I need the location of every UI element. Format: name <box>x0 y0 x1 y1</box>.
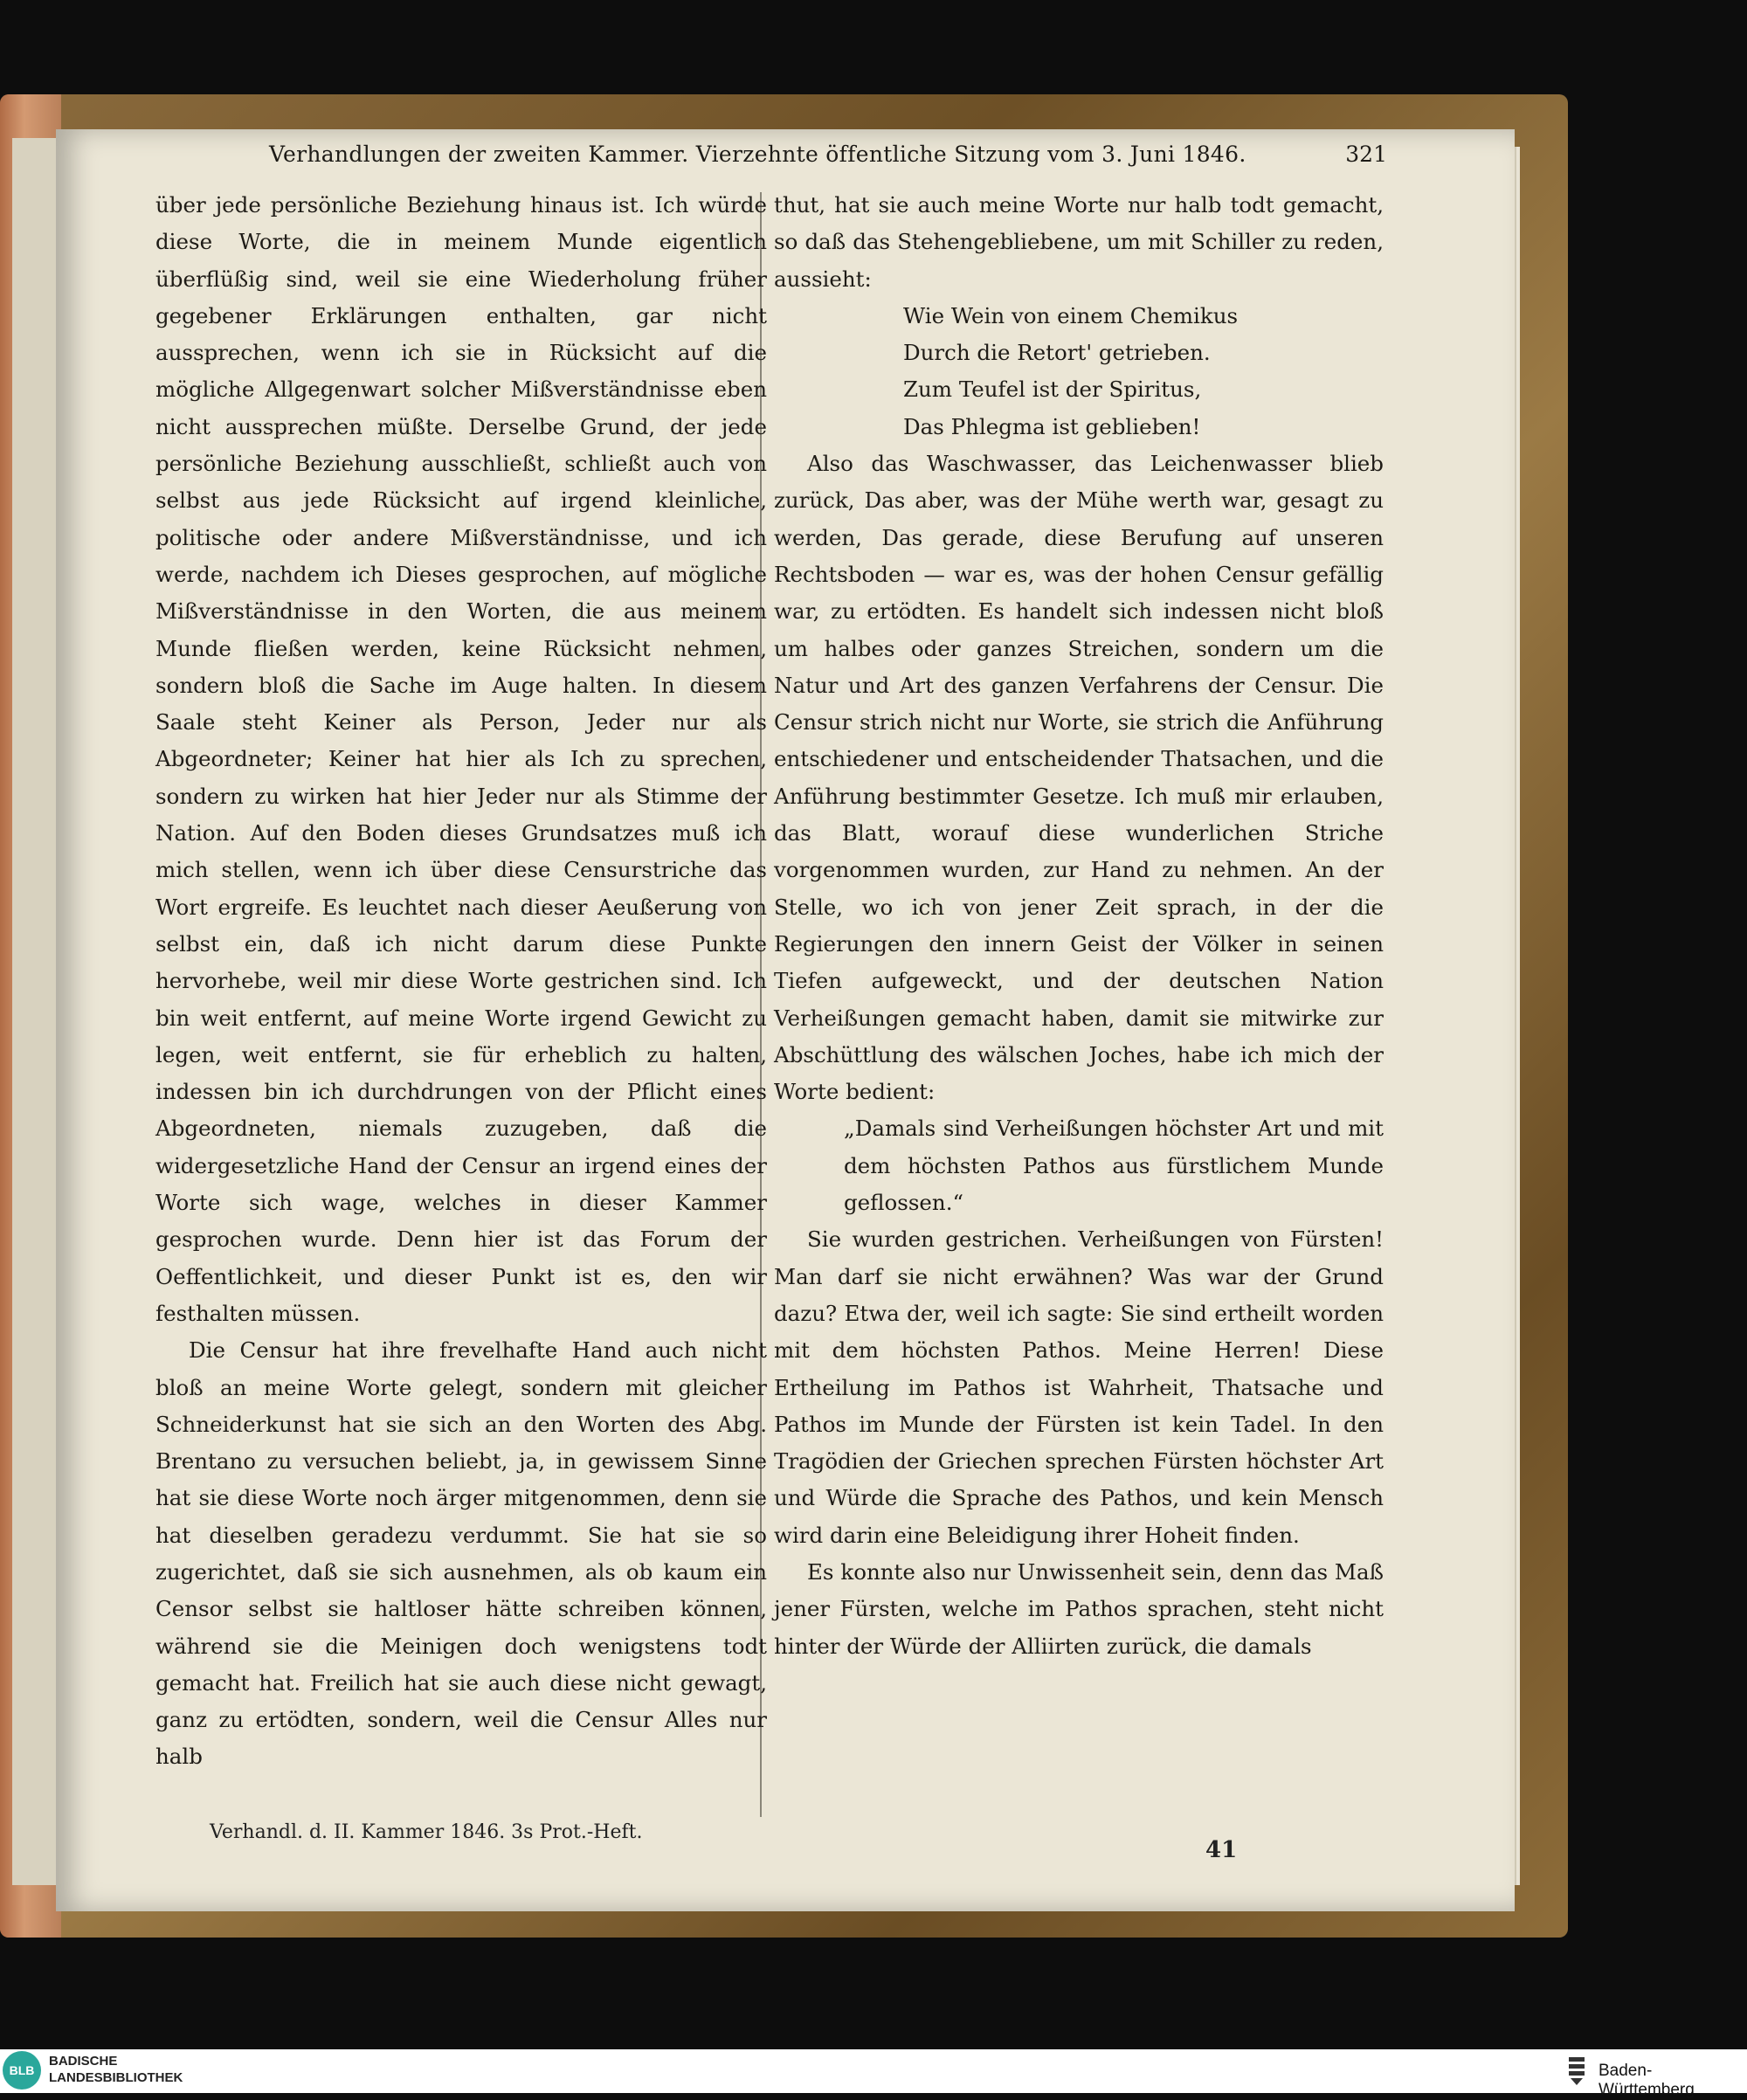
partner-name[interactable]: Baden-Württemberg <box>1599 2062 1695 2099</box>
institution-name[interactable] <box>49 2053 183 2086</box>
right-column <box>774 187 1384 1665</box>
page-number: 321 <box>1345 142 1387 167</box>
institution-line: LANDESBIBLIOTHEK <box>49 2070 183 2085</box>
blb-logo-icon[interactable]: BLB <box>3 2051 41 2090</box>
verse-line: Das Phlegma ist geblieben! <box>903 413 1201 439</box>
running-head: Verhandlungen der zweiten Kammer. Vierzehnte öffentliche Sitzung vom 3. Juni 1846. <box>269 142 1246 167</box>
coat-of-arms-icon <box>1567 2054 1586 2087</box>
signature-line: Verhandl. d. II. Kammer 1846. 3s Prot.-Heft. <box>210 1821 643 1843</box>
paragraph: über jede persönliche Beziehung hinaus ist. Ich würde diese Worte, die in meinem Munde eigentlich überflüßig sind, weil sie eine Wiederholung früher gegebener Erklärungen enthalten, gar nicht aussprechen, wenn ich sie in Rücksicht auf die mögliche Allgegenwart solcher Mißverständnisse eben nicht aussprechen müßte. Derselbe Grund, der jede persönliche Beziehung ausschließt, schließt auch von selbst aus jede Rücksicht auf irgend kleinliche, politische oder andere Mißverständnisse, und ich werde, nachdem ich Dieses gesprochen, auf mögliche Mißverständnisse in den Worten, die aus meinem Munde fließen werden, keine Rücksicht nehmen, sondern bloß die Sache im Auge halten. In diesem Saale steht Keiner als Person, Jeder nur als Abgeordneter; Keiner hat hier als Ich zu sprechen, sondern zu wirken hat hier Jeder nur als Stimme der Nation. Auf den Boden dieses Grundsatzes muß ich mich stellen, wenn ich über diese Censurstriche das Wort ergreife. Es leuchtet nach dieser Aeußerung von selbst ein, daß ich nicht darum diese Punkte hervorhebe, weil mir diese Worte gestrichen sind. Ich bin weit entfernt, auf meine Worte irgend Gewicht zu legen, weit entfernt, sie für erheblich zu halten, indessen bin ich durchdrungen von der Pflicht eines Abgeordneten, niemals zuzugeben, daß die widergesetzliche Hand der Censur an irgend eines der Worte sich wage, welches in dieser Kammer gesprochen wurde. Denn hier ist das Forum der Oeffentlichkeit, und dieser Punkt ist es, den wir festhalten müssen. <box>155 192 767 1326</box>
viewer-footer-bar <box>0 2049 1747 2093</box>
paragraph: thut, hat sie auch meine Worte nur halb todt gemacht, so daß das Stehengebliebene, um mit Schiller zu reden, aussieht: <box>774 192 1384 292</box>
paragraph: Also das Waschwasser, das Leichenwasser blieb zurück, Das aber, was der Mühe werth war, gesagt zu werden, Das gerade, diese Berufung auf unseren Rechtsboden — war es, was der hohen Censur gefällig war, zu ertödten. Es handelt sich indessen nicht bloß um halbes oder ganzes Streichen, sondern um die Natur und Art des ganzen Verfahrens der Censur. Die Censur strich nicht nur Worte, sie strich die Anführung entschiedener und entscheidender Thatsachen, und die Anführung bestimmter Gesetze. Ich muß mir erlauben, das Blatt, worauf diese wunderlichen Striche vorgenommen wurden, zur Hand zu nehmen. An der Stelle, wo ich von jener Zeit sprach, in der die Regierungen den innern Geist der Völker in seinen Tiefen aufgeweckt, und der deutschen Nation Verheißungen gemacht haben, damit sie mitwirke zur Abschüttlung des wälschen Joches, habe ich mich der Worte bedient: <box>774 451 1384 1105</box>
paragraph: Es konnte also nur Unwissenheit sein, denn das Maß jener Fürsten, welche im Pathos sprachen, steht nicht hinter der Würde der Alliirten zurück, die damals <box>774 1558 1384 1659</box>
verse-line: Durch die Retort' getrieben. <box>903 340 1211 366</box>
left-page-edge <box>12 138 56 1885</box>
verse-line: Zum Teufel ist der Spiritus, <box>903 376 1202 403</box>
running-header <box>269 142 1387 176</box>
sheet-number: 41 <box>1205 1837 1238 1863</box>
paragraph: Sie wurden gestrichen. Verheißungen von Fürsten! Man darf sie nicht erwähnen? Was war der Grund dazu? Etwa der, weil ich sagte: Sie sind ertheilt worden mit dem höchsten Pathos. Meine Herren! Diese Ertheilung im Pathos ist Wahrheit, Thatsache und Pathos im Munde der Fürsten ist kein Tadel. In den Tragödien der Griechen sprechen Fürsten höchster Art und Würde die Sprache des Pathos, und kein Mensch wird darin eine Beleidigung ihrer Hoheit finden. <box>774 1226 1384 1548</box>
block-quote: „Damals sind Verheißungen höchster Art und mit dem höchsten Pathos aus fürstlichem Munde geflossen.“ <box>844 1116 1384 1216</box>
left-column <box>155 187 767 1776</box>
paragraph: Die Censur hat ihre frevelhafte Hand auch nicht bloß an meine Worte gelegt, sondern mit gleicher Schneiderkunst hat sie sich an den Worten des Abg. Brentano zu versuchen beliebt, ja, in gewissem Sinne hat sie diese Worte noch ärger mitgenommen, denn sie hat dieselben geradezu verdummt. Sie hat sie so zugerichtet, daß sie sich ausnehmen, als ob kaum ein Censor selbst sie haltloser hätte schreiben können, während sie die Meinigen doch wenigstens todt gemacht hat. Freilich hat sie auch diese nicht gewagt, ganz zu ertödten, sondern, weil die Censur Alles nur halb <box>155 1337 767 1770</box>
institution-line: BADISCHE <box>49 2054 118 2069</box>
verse-line: Wie Wein von einem Chemikus <box>903 302 1239 328</box>
